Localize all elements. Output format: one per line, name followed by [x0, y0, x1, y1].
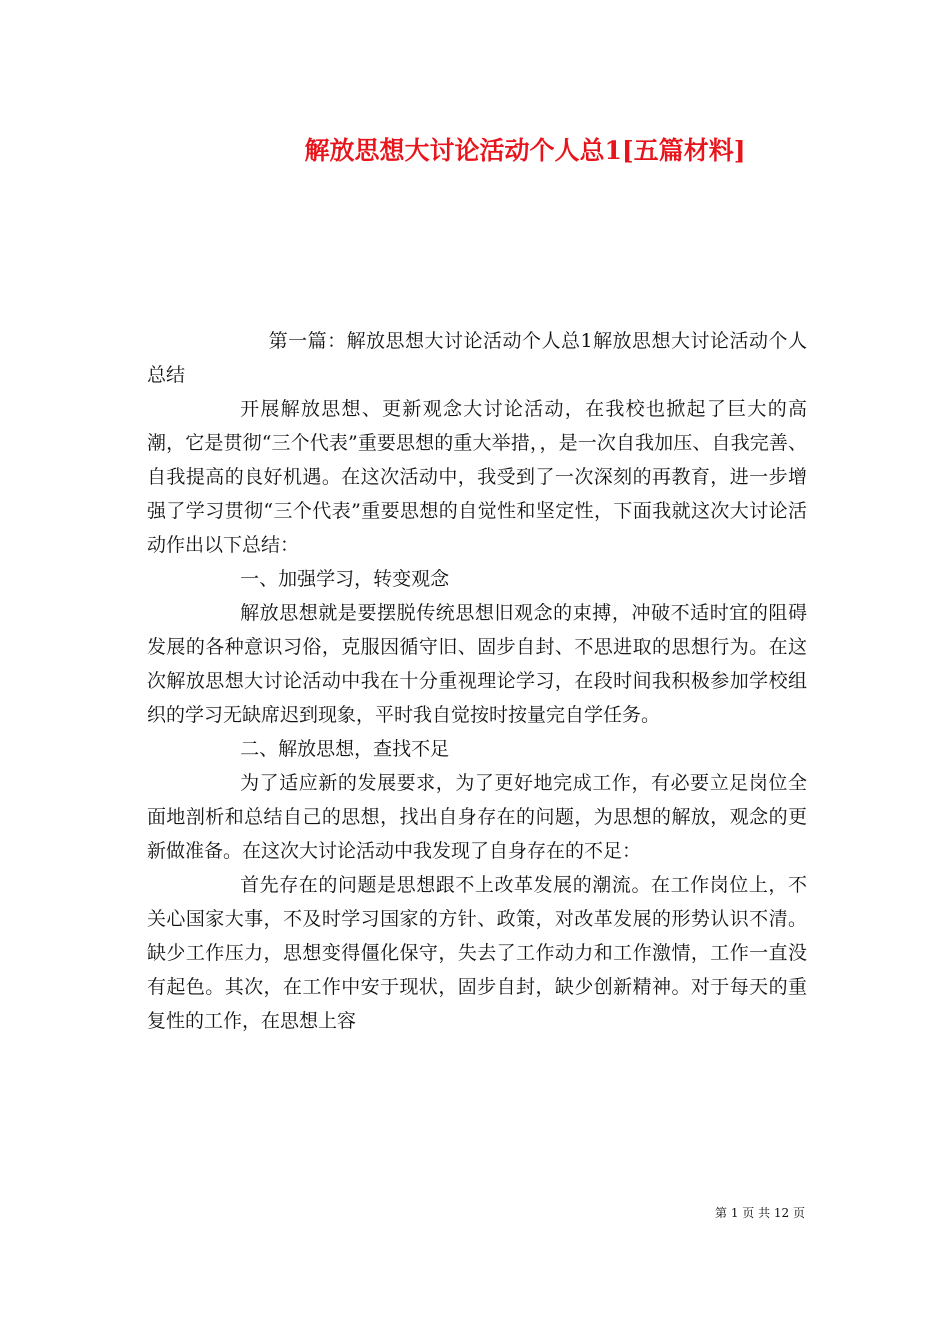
section-heading-2: 二、解放思想，查找不足: [240, 738, 450, 760]
document-title: 解放思想大讨论活动个人总1[五篇材料]: [304, 136, 746, 165]
paragraph-heading-first-article: 第一篇：解放思想大讨论活动个人总1解放思想大讨论活动个人总结: [147, 330, 807, 386]
paragraph-problems: 首先存在的问题是思想跟不上改革发展的潮流。在工作岗位上，不关心国家大事，不及时学习国家的方针、政策，对改革发展的形势认识不清。缺少工作压力，思想变得僵化保守，失去了工作动力和工作激情，工作一直没有起色。其次，在工作中安于现状，固步自封，缺少创新精神。对于每天的重复性的工作，在思想上容: [147, 874, 807, 1032]
paragraph-section-1: 解放思想就是要摆脱传统思想旧观念的束搏，冲破不适时宜的阻碍发展的各种意识习俗，克服因循守旧、固步自封、不思进取的思想行为。在这次解放思想大讨论活动中我在十分重视理论学习，在段时间我积极参加学校组织的学习无缺席迟到现象，平时我自觉按时按量完自学任务。: [147, 602, 807, 726]
paragraph-intro: 开展解放思想、更新观念大讨论活动，在我校也掀起了巨大的高潮，它是贯彻“三个代表”重要思想的重大举措，，是一次自我加压、自我完善、自我提高的良好机遇。在这次活动中，我受到了一次深刻的再教育，进一步增强了学习贯彻“三个代表”重要思想的自觉性和坚定性，下面我就这次大讨论活动作出以下总结：: [147, 398, 807, 556]
document-body: [147, 324, 807, 1038]
section-heading-1: 一、加强学习，转变观念: [240, 568, 450, 590]
paragraph-section-2: 为了适应新的发展要求，为了更好地完成工作，有必要立足岗位全面地剖析和总结自己的思想，找出自身存在的问题，为思想的解放，观念的更新做准备。在这次大讨论活动中我发现了自身存在的不足：: [147, 772, 807, 862]
page-number-footer: 第 1 页 共 12 页: [715, 1206, 805, 1220]
